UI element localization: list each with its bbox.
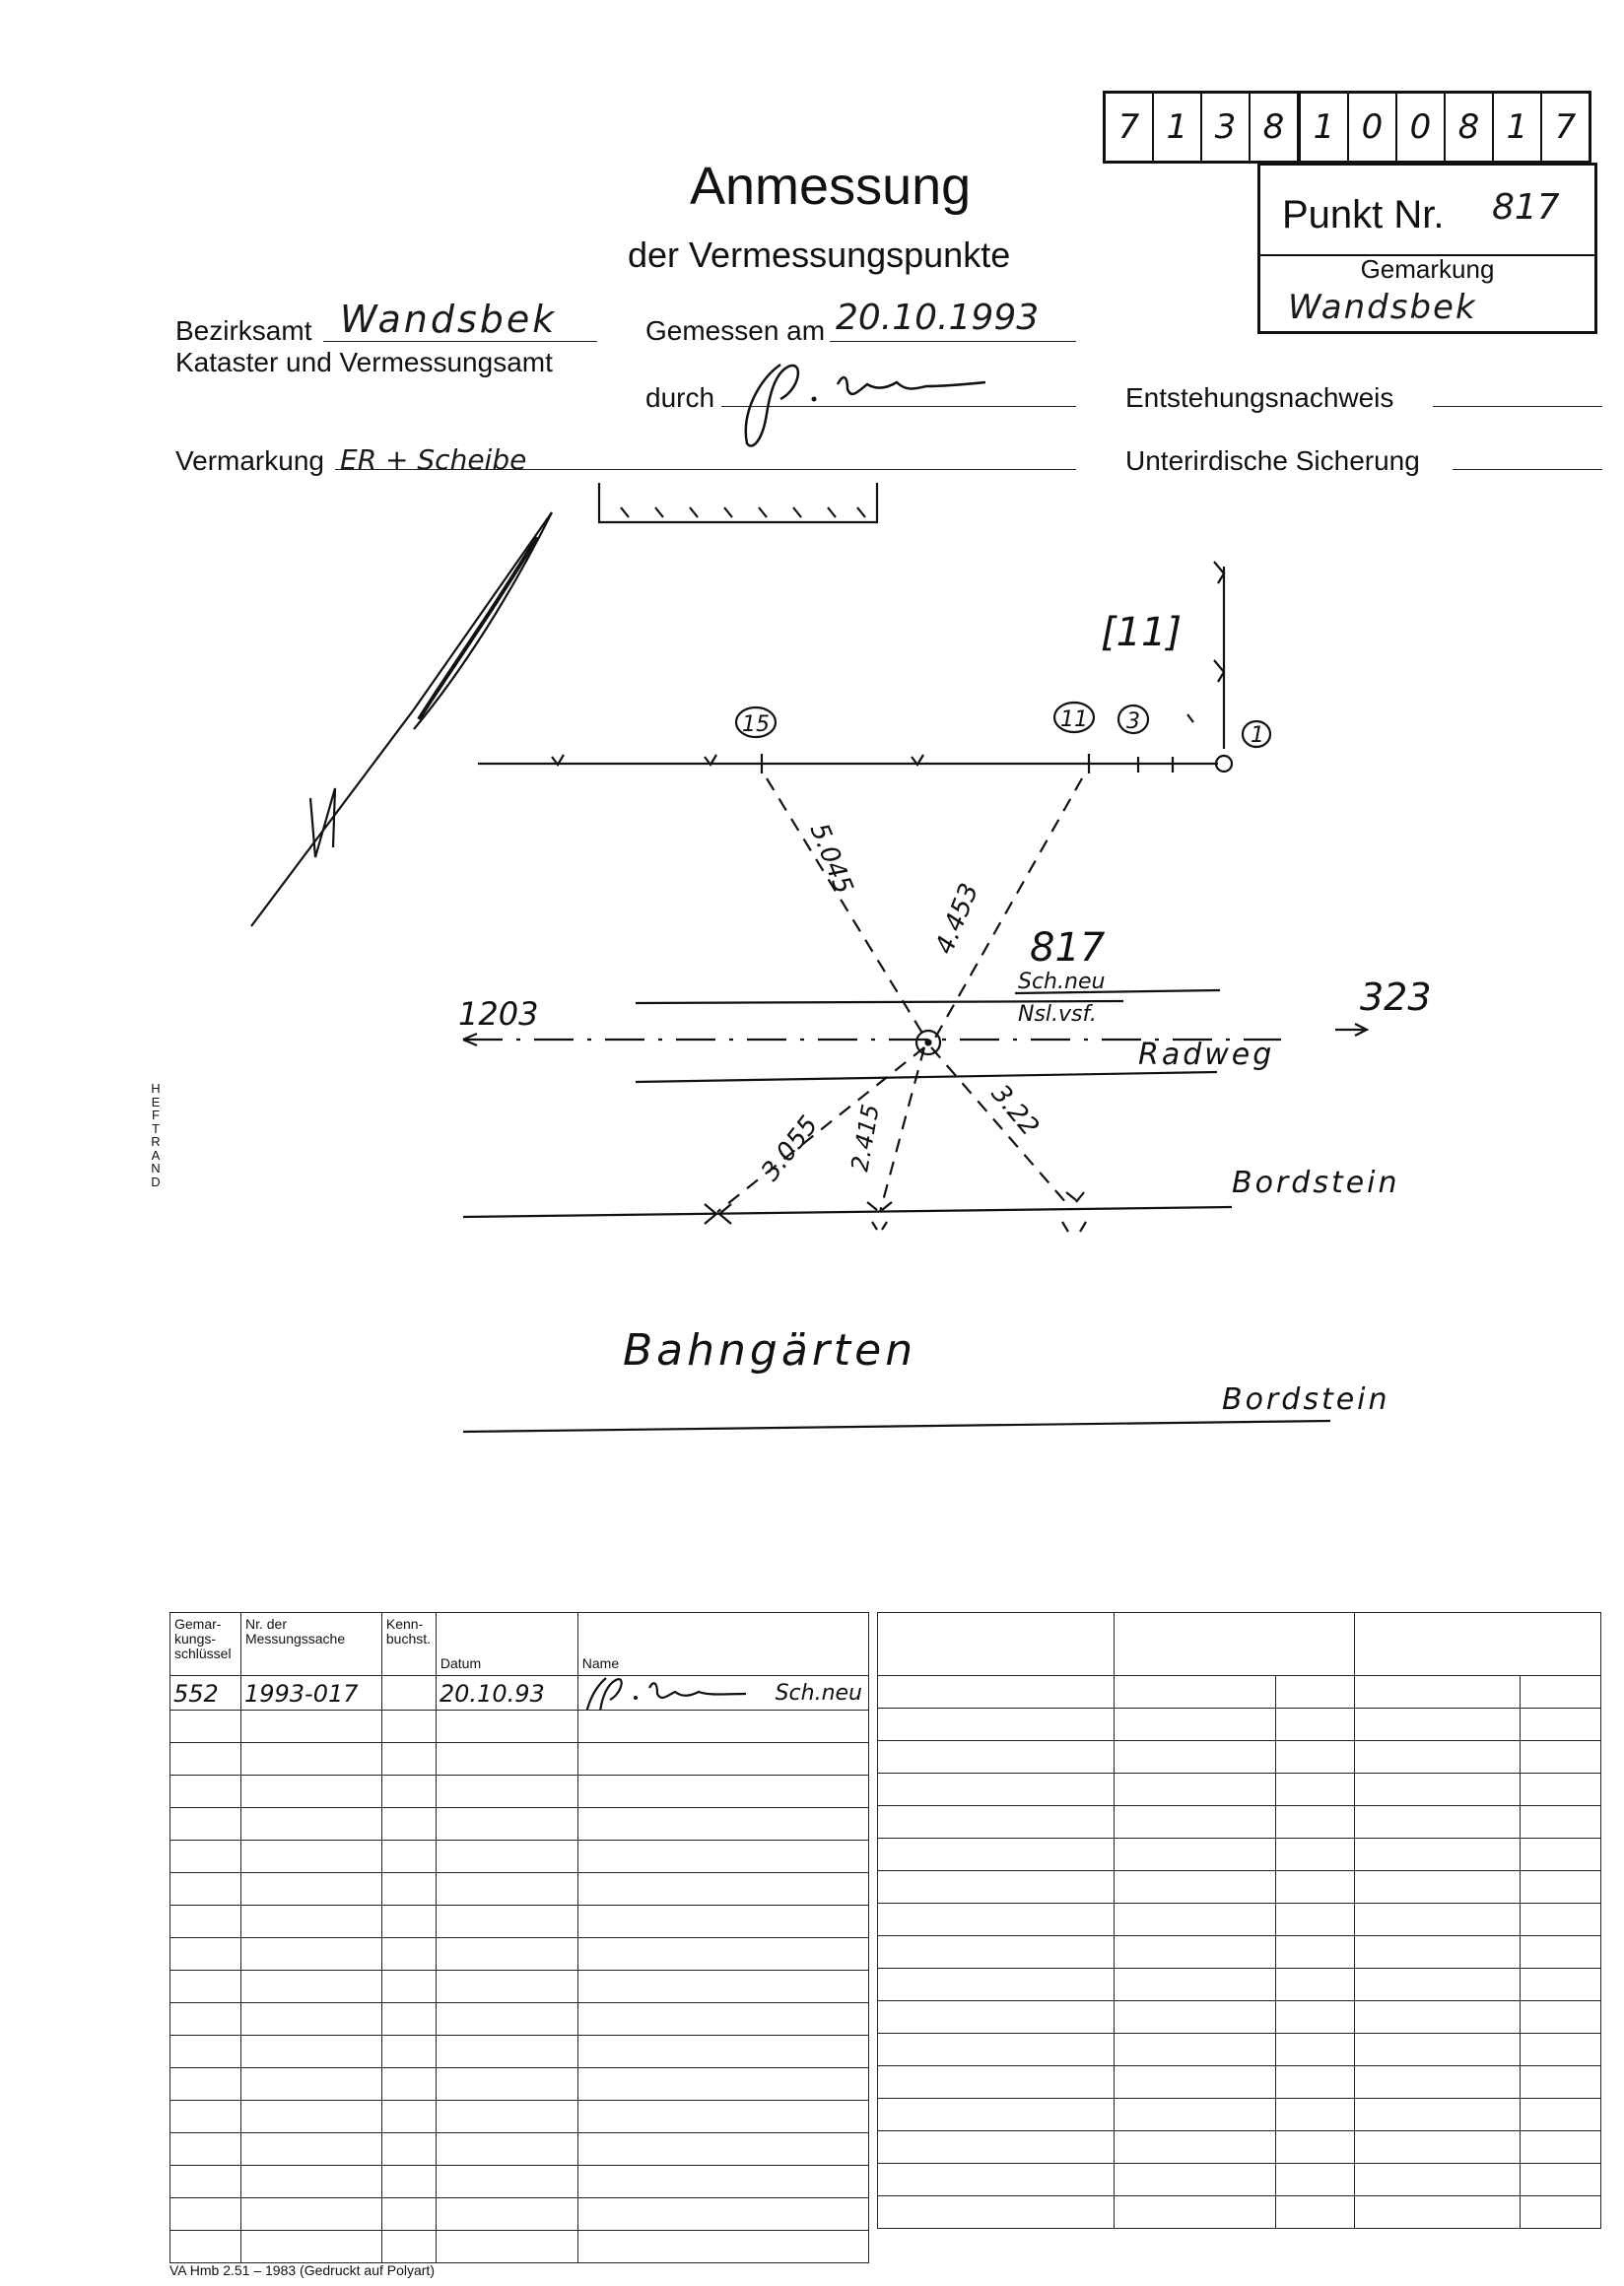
table-row [170,1938,869,1971]
table-row [878,1969,1601,2001]
cell-schluessel: 552 [170,1676,241,1711]
id-digit: 3 [1202,94,1251,161]
id-digit: 1 [1494,94,1542,161]
table-row [170,2101,869,2133]
col-header-kennbuchst: Kenn- buchst. [381,1613,436,1676]
left-reference: 1203 [458,995,539,1033]
gemarkung-value: Wandsbek [1288,288,1477,327]
id-digit: 1 [1154,94,1202,161]
street-name: Bahngärten [623,1325,917,1376]
id-digit: 8 [1446,94,1494,161]
id-digit: 7 [1554,107,1577,147]
table-row [170,2003,869,2036]
table-row [170,2198,869,2231]
cell-name [577,1676,868,1711]
point-817-label: 817 [1030,925,1106,971]
distance-5: 3.22 [984,1079,1045,1142]
form-footer: VA Hmb 2.51 – 1983 (Gedruckt auf Polyart) [169,2262,435,2278]
table-row [170,1676,869,1711]
cell-messungssache: 1993-017 [240,1676,381,1711]
bordstein-label-2: Bordstein [1222,1382,1390,1417]
table-row [878,2196,1601,2229]
table-row [878,1839,1601,1871]
table-row [878,2034,1601,2066]
point-1: 1 [1251,723,1264,748]
id-digit: 0 [1397,94,1446,161]
col-header-messungssache: Nr. der Messungssache [240,1613,381,1676]
right-log-table [877,1612,1601,2229]
radweg-label: Radweg [1138,1038,1275,1072]
table-row [878,2164,1601,2196]
table-row [878,1936,1601,1969]
heftrand-label: H E F T R A N D [151,1081,161,1189]
page-subtitle: der Vermessungspunkte [628,235,1011,275]
table-row [170,2133,869,2166]
gemessen-label: Gemessen am [645,315,826,346]
entstehung-label: Entstehungsnachweis [1125,382,1394,413]
table-row [878,1676,1601,1709]
point-11: 11 [1060,707,1088,732]
bezirksamt-label: Bezirksamt [175,315,312,346]
id-digit: 1 [1301,94,1349,161]
gemarkung-label: Gemarkung [1360,254,1495,284]
col-header-schluessel: Gemar- kungs- schlüssel [170,1613,241,1676]
table-row [878,1741,1601,1774]
kataster-label: Kataster und Vermessungsamt [175,347,553,377]
table-row [170,2036,869,2068]
table-row [878,1871,1601,1904]
table-row [170,1841,869,1873]
id-digit: 0 [1349,94,1397,161]
point-15: 15 [742,712,770,737]
id-digit: 7 [1106,94,1154,161]
page-title: Anmessung [690,157,972,216]
table-row [170,1711,869,1743]
left-log-table [169,1612,869,2263]
table-row [878,2066,1601,2099]
table-row [170,2068,869,2101]
distance-4: 2.415 [846,1102,885,1175]
vermarkung-label: Vermarkung [175,445,324,476]
table-row [878,1806,1601,1839]
note-sch-neu: Sch.neu [1018,970,1106,994]
table-row [170,1808,869,1841]
gemessen-value: 20.10.1993 [836,298,1040,338]
col-header-datum: Datum [436,1613,577,1676]
distance-2: 4.453 [929,879,985,959]
table-row [170,2231,869,2263]
point-3: 3 [1126,709,1140,734]
cell-name-note: Sch.neu [775,1681,862,1706]
cell-datum: 20.10.93 [436,1676,577,1711]
bracket-label: [11] [1101,610,1183,655]
id-digit: 8 [1251,94,1301,161]
col-header-name: Name [577,1613,868,1676]
table-row [170,1906,869,1938]
table-row [170,1873,869,1906]
distance-1: 5.045 [803,819,859,899]
note-nsl: Nsl.vsf. [1018,1002,1097,1027]
table-row [878,1774,1601,1806]
bordstein-label-1: Bordstein [1232,1166,1400,1200]
bezirksamt-value: Wandsbek [340,298,558,341]
table-row [878,2099,1601,2131]
table-row [170,1743,869,1776]
table-row [878,2001,1601,2034]
punkt-value: 817 [1492,187,1560,228]
distance-3: 3.055 [755,1110,825,1187]
table-row [878,1709,1601,1741]
vermarkung-value: ER + Scheibe [340,443,527,476]
cell-kennbuchst [381,1676,436,1711]
table-row [170,1776,869,1808]
signature-name [578,1676,766,1711]
durch-label: durch [645,382,715,413]
table-row [878,1904,1601,1936]
punkt-label: Punkt Nr. [1282,193,1445,236]
unterirdisch-label: Unterirdische Sicherung [1125,445,1420,476]
table-row [878,2131,1601,2164]
right-reference: 323 [1360,975,1432,1019]
table-row [170,1971,869,2003]
table-row [170,2166,869,2198]
